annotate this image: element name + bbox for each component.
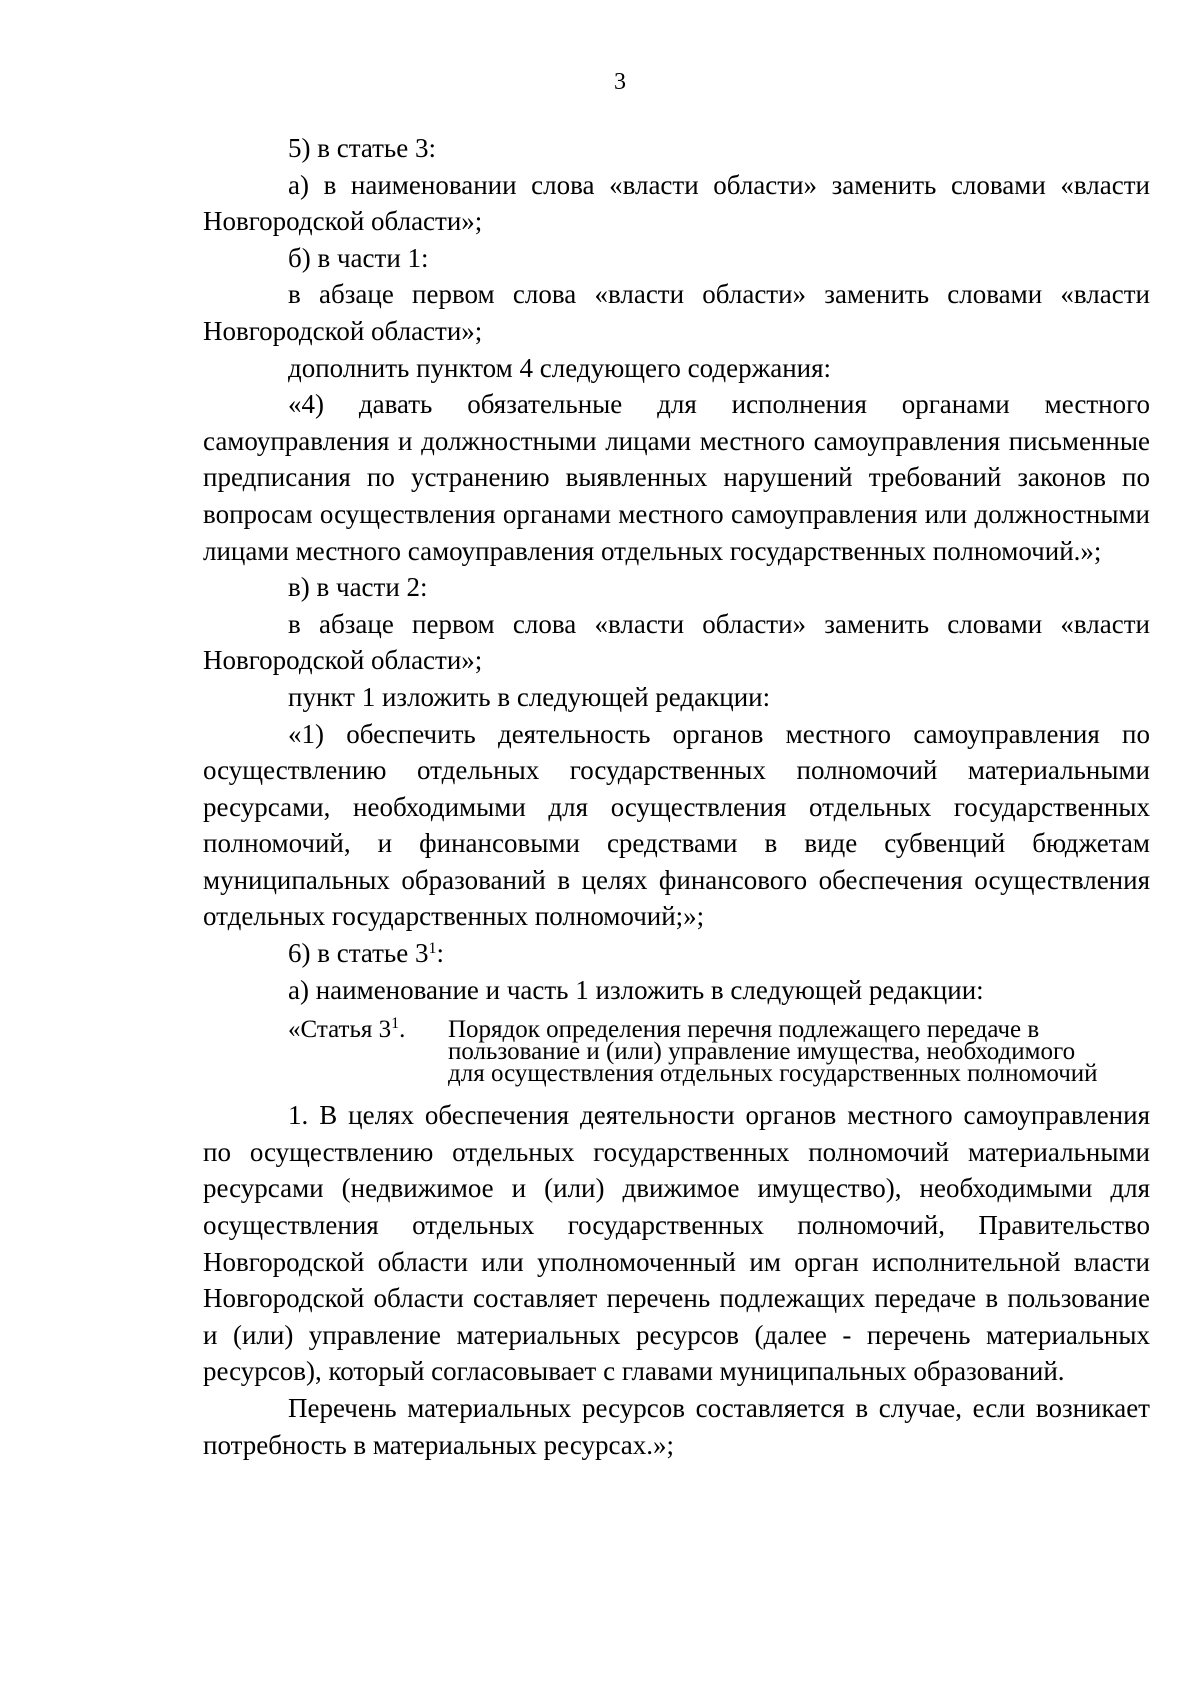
paragraph: «4) давать обязательные для исполнения органами местного самоуправления и должностными лицами местного самоуправления письменные предписания по устранению выявленных нарушений требований законов по вопросам осуществления органами местного самоуправления или должностными лицами местного самоуправления отдельных государственных полномочий.»; [203, 389, 1150, 566]
article-title-line: Порядок определения перечня подлежащего передаче в [448, 1016, 1040, 1044]
page-number: 3 [614, 69, 626, 95]
article-heading [288, 1015, 1150, 1088]
article-title [448, 1016, 1150, 1088]
paragraph: в) в части 2: [288, 572, 428, 603]
document-body [203, 130, 1150, 1463]
article-label: «Статья $3^1$. [288, 1015, 406, 1044]
paragraph: в абзаце первом слова «власти области» заменить словами «власти Новгородской области»; [203, 608, 1150, 676]
paragraph: дополнить пунктом 4 следующего содержания: [288, 352, 832, 383]
amendments-article-3 [203, 130, 1150, 935]
article-title-line: пользование и (или) управление имущества, необходимого [448, 1038, 1076, 1066]
paragraph: а) в наименовании слова «власти области» заменить словами «власти Новгородской области»; [203, 169, 1150, 237]
paragraph: 1. В целях обеспечения деятельности органов местного самоуправления по осуществлению отдельных государственных полномочий материальными ресурсами (недвижимое и (или) движимое имущество), необходимыми для осуществления отдельных государственных полномочий, Правительство Новгородской области или уполномоченный им орган исполнительной власти Новгородской области составляет перечень подлежащих передаче в пользование и (или) управление материальных ресурсов (далее - перечень материальных ресурсов), который согласовывает с главами муниципальных образований. [203, 1100, 1150, 1387]
paragraph: в абзаце первом слова «власти области» заменить словами «власти Новгородской области»; [203, 279, 1150, 346]
paragraph: 5) в статье 3: [288, 133, 436, 163]
item-6a: а) наименование и часть 1 изложить в следующей редакции: [288, 974, 984, 1005]
paragraph: б) в части 1: [288, 242, 429, 273]
paragraph: пункт 1 изложить в следующей редакции: [288, 681, 771, 712]
item-6: 6) в статье $3^1$: [288, 938, 444, 969]
article-3-1-text [203, 1097, 1150, 1463]
article-title-line: для осуществления отдельных государственных полномочий [448, 1060, 1098, 1088]
paragraph: Перечень материальных ресурсов составляется в случае, если возникает потребность в материальных ресурсах.»; [203, 1393, 1150, 1460]
paragraph: «1) обеспечить деятельность органов местного самоуправления по осуществлению отдельных государственных полномочий материальными ресурсами, необходимыми для осуществления отдельных государственных полномочий, и финансовыми средствами в виде субвенций бюджетам муниципальных образований в целях финансового обеспечения осуществления отдельных государственных полномочий;»; [203, 718, 1150, 932]
